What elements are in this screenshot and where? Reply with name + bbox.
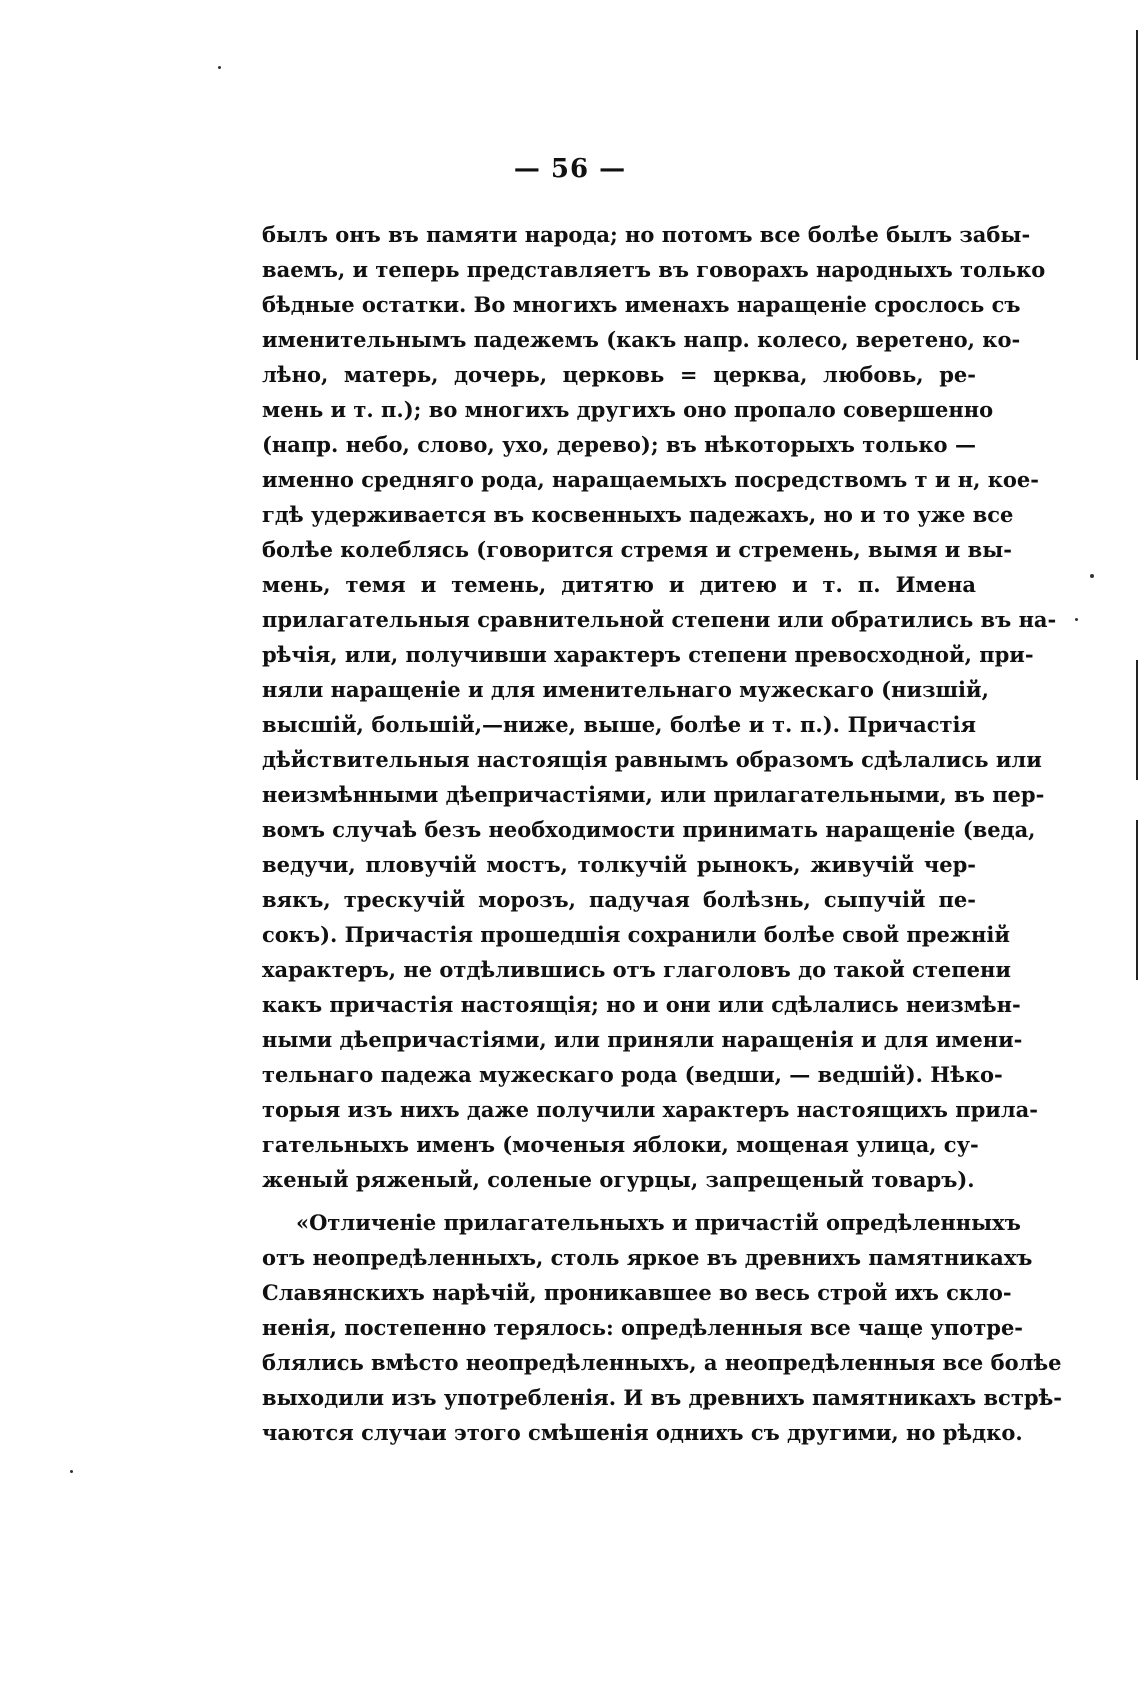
text-line: Славянскихъ нарѣчій, проникавшее во весь строй ихъ скло- bbox=[262, 1280, 1012, 1305]
text-line: няли наращеніе и для именительнаго мужескаго (низшій, bbox=[262, 677, 989, 702]
text-line: сокъ). Причастія прошедшія сохранили болѣе свой прежній bbox=[262, 922, 1010, 947]
text-line: мень, темя и темень, дитятю и дитею и т. п. Имена bbox=[262, 572, 976, 597]
text-line: тельнаго падежа мужескаго рода (ведши, — ведшій). Нѣко- bbox=[262, 1062, 1003, 1087]
text-line: гательныхъ именъ (моченыя яблоки, мощеная улица, су- bbox=[262, 1132, 979, 1157]
scan-speck bbox=[70, 1470, 73, 1473]
text-line: женый ряженый, соленые огурцы, запрещеный товаръ). bbox=[262, 1167, 975, 1192]
scan-edge-line bbox=[1136, 820, 1138, 980]
scan-speck bbox=[1075, 618, 1078, 621]
text-line: гдѣ удерживается въ косвенныхъ падежахъ, но и то уже все bbox=[262, 502, 1014, 527]
text-line: какъ причастія настоящія; но и они или сдѣлались неизмѣн- bbox=[262, 992, 1021, 1017]
text-line: выходили изъ употребленія. И въ древнихъ памятникахъ встрѣ- bbox=[262, 1385, 1063, 1410]
scan-speck bbox=[218, 66, 221, 69]
text-line: дѣйствительныя настоящія равнымъ образомъ сдѣлались или bbox=[262, 747, 1042, 772]
text-line: отъ неопредѣленныхъ, столь яркое въ древнихъ памятникахъ bbox=[262, 1245, 1033, 1270]
text-line: именно средняго рода, наращаемыхъ посредствомъ т и н, кое- bbox=[262, 467, 1039, 492]
text-line: чаются случаи этого смѣшенія однихъ съ другими, но рѣдко. bbox=[262, 1420, 1023, 1445]
text-line: ведучи, пловучій мостъ, толкучій рынокъ, живучій чер- bbox=[262, 852, 976, 877]
text-line: характеръ, не отдѣлившись отъ глаголовъ до такой степени bbox=[262, 957, 1011, 982]
text-line: ными дѣепричастіями, или приняли наращенія и для имени- bbox=[262, 1027, 1023, 1052]
scan-speck bbox=[1090, 574, 1094, 578]
text-line: вякъ, трескучій морозъ, падучая болѣзнь, сыпучій пе- bbox=[262, 887, 976, 912]
text-line: лѣно, матерь, дочерь, церковь = церква, любовь, ре- bbox=[262, 362, 976, 387]
scan-edge-line bbox=[1136, 30, 1138, 360]
text-line: рѣчія, или, получивши характеръ степени превосходной, при- bbox=[262, 642, 1034, 667]
text-line: прилагательныя сравнительной степени или обратились въ на- bbox=[262, 607, 1057, 632]
text-line: бѣдные остатки. Во многихъ именахъ наращеніе срослось съ bbox=[262, 292, 1021, 317]
text-line: «Отличеніе прилагательныхъ и причастій опредѣленныхъ bbox=[296, 1210, 1021, 1235]
text-line: былъ онъ въ памяти народа; но потомъ все болѣе былъ забы- bbox=[262, 222, 1031, 247]
paragraph-1 bbox=[262, 217, 1057, 1197]
text-line: мень и т. п.); во многихъ другихъ оно пропало совершенно bbox=[262, 397, 994, 422]
text-line: ненія, постепенно терялось: опредѣленныя все чаще употре- bbox=[262, 1315, 1024, 1340]
body-text bbox=[262, 217, 1063, 1450]
scan-edge-line bbox=[1136, 660, 1138, 780]
text-line: именительнымъ падежемъ (какъ напр. колесо, веретено, ко- bbox=[262, 327, 1021, 352]
text-line: болѣе колеблясь (говорится стремя и стремень, вымя и вы- bbox=[262, 537, 1013, 562]
text-line: блялись вмѣсто неопредѣленныхъ, а неопредѣленныя все болѣе bbox=[262, 1350, 1062, 1375]
paragraph-2 bbox=[262, 1205, 1063, 1450]
text-line: высшій, большій,—ниже, выше, болѣе и т. п.). Причастія bbox=[262, 712, 976, 737]
text-line: (напр. небо, слово, ухо, дерево); въ нѣкоторыхъ только — bbox=[262, 432, 976, 457]
text-line: торыя изъ нихъ даже получили характеръ настоящихъ прила- bbox=[262, 1097, 1038, 1122]
text-line: вомъ случаѣ безъ необходимости принимать наращеніе (веда, bbox=[262, 817, 1036, 842]
text-line: ваемъ, и теперь представляетъ въ говорахъ народныхъ только bbox=[262, 257, 1046, 282]
text-line: неизмѣнными дѣепричастіями, или прилагательными, въ пер- bbox=[262, 782, 1045, 807]
page-number: — 56 — bbox=[513, 154, 627, 184]
